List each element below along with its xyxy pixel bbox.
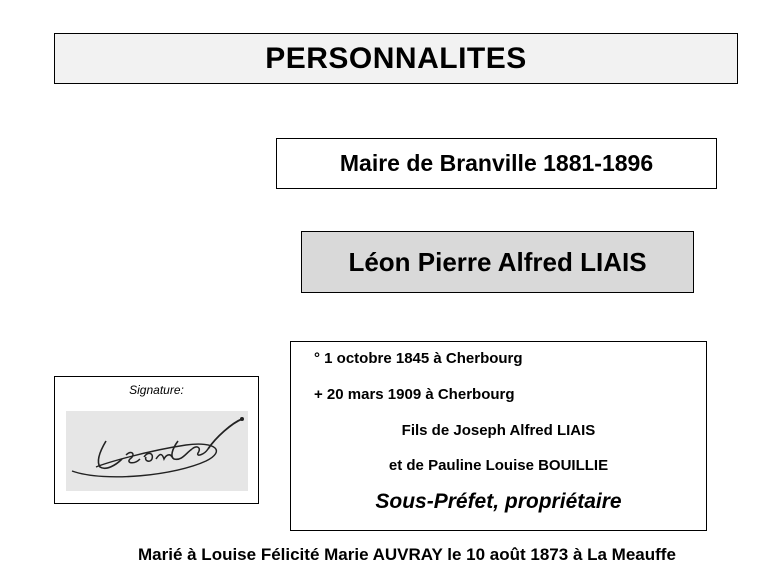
signature-label: Signature:: [129, 383, 184, 397]
marriage-line: Marié à Louise Félicité Marie AUVRAY le 10 août 1873 à La Meauffe: [138, 545, 676, 564]
signature-box: [54, 376, 259, 504]
page-title: PERSONNALITES: [265, 41, 527, 75]
mother-line: et de Pauline Louise BOUILLIE: [388, 457, 609, 474]
role-text: Maire de Branville 1881-1896: [339, 150, 654, 176]
signature-image: [66, 411, 248, 491]
father-line: Fils de Joseph Alfred LIAIS: [401, 422, 596, 439]
signature-handwriting-icon: [66, 411, 248, 491]
person-name-box: [301, 231, 694, 293]
occupation-line: Sous-Préfet, propriétaire: [375, 490, 622, 513]
birth-line: ° 1 octobre 1845 à Cherbourg: [314, 350, 523, 367]
person-name: Léon Pierre Alfred LIAIS: [348, 246, 647, 277]
death-line: + 20 mars 1909 à Cherbourg: [314, 386, 515, 403]
role-box: [276, 138, 717, 189]
details-box: [290, 341, 707, 531]
page-title-box: [54, 33, 738, 84]
